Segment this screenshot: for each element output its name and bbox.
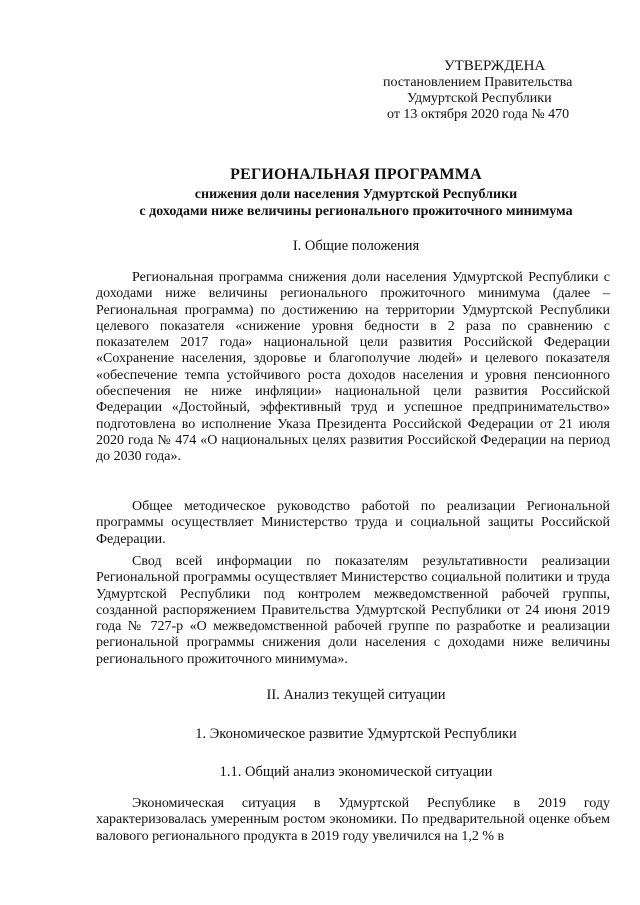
approval-heading: УТВЕРЖДЕНА: [444, 58, 546, 74]
section-1-heading: I. Общие положения: [292, 238, 420, 254]
paragraph-2: [96, 499, 610, 548]
subsection-1-heading: 1. Экономическое развитие Удмуртской Республики: [195, 726, 517, 742]
section-2-heading: II. Анализ текущей ситуации: [266, 687, 446, 703]
paragraph-2-text: Общее методическое руководство работой по реализации Региональной программы осуществляет Министерство труда и социальной защиты Российской Федерации.: [96, 499, 610, 547]
title-line-2: снижения доли населения Удмуртской Республики: [194, 187, 518, 202]
approval-line-1: постановлением Правительства: [383, 75, 573, 90]
paragraph-3-text: Свод всей информации по показателям результативности реализации Региональной программы осуществляет Министерство социальной политики и труда Удмуртской Республики под контролем межведомственной рабочей группы, созданной распоряжением Правительства Удмуртской Республики от 24 июня 2019 года № 727-р «О межведомственной рабочей группе по разработке и реализации региональной программы снижения доли населения с доходами ниже величины регионального прожиточного минимума».: [96, 554, 610, 667]
approval-line-3: от 13 октября 2020 года № 470: [387, 107, 570, 122]
title-line-1: РЕГИОНАЛЬНАЯ ПРОГРАММА: [230, 166, 482, 183]
paragraph-1-text: Региональная программа снижения доли населения Удмуртской Республики с доходами ниже величины регионального прожиточного минимума (далее – Региональная программа) по достижению на территории Удмуртской Республики целевого показателя «снижение уровня бедности в 2 раза по сравнению с показателем 2017 года» национальной цели развития Российской Федерации «Сохранение населения, здоровье и благополучие людей» и целевого показателя «обеспечение темпа устойчивого роста доходов населения и уровня пенсионного обеспечения не ниже инфляции» национальной цели развития Российской Федерации «Достойный, эффективный труд и успешное предпринимательство» подготовлена во исполнение Указа Президента Российской Федерации от 21 июля 2020 года № 474 «О национальных целях развития Российской Федерации на период до 2030 года».: [96, 270, 610, 465]
document-title: [96, 166, 616, 220]
paragraph-1: [96, 270, 610, 466]
title-line-3: с доходами ниже величины регионального прожиточного минимума: [139, 204, 573, 219]
approval-line-2: Удмуртской Республики: [407, 91, 552, 106]
subsection-1-1-heading: 1.1. Общий анализ экономической ситуации: [219, 764, 493, 780]
paragraph-4-text: Экономическая ситуация в Удмуртской Республике в 2019 году характеризовалась умеренным ростом экономики. По предварительной оценке объем валового регионального продукта в 2019 году увеличился на 1,2 % в: [96, 796, 610, 844]
approval-stamp: [355, 58, 615, 123]
paragraph-3: [96, 554, 610, 668]
paragraph-4: [96, 796, 610, 845]
